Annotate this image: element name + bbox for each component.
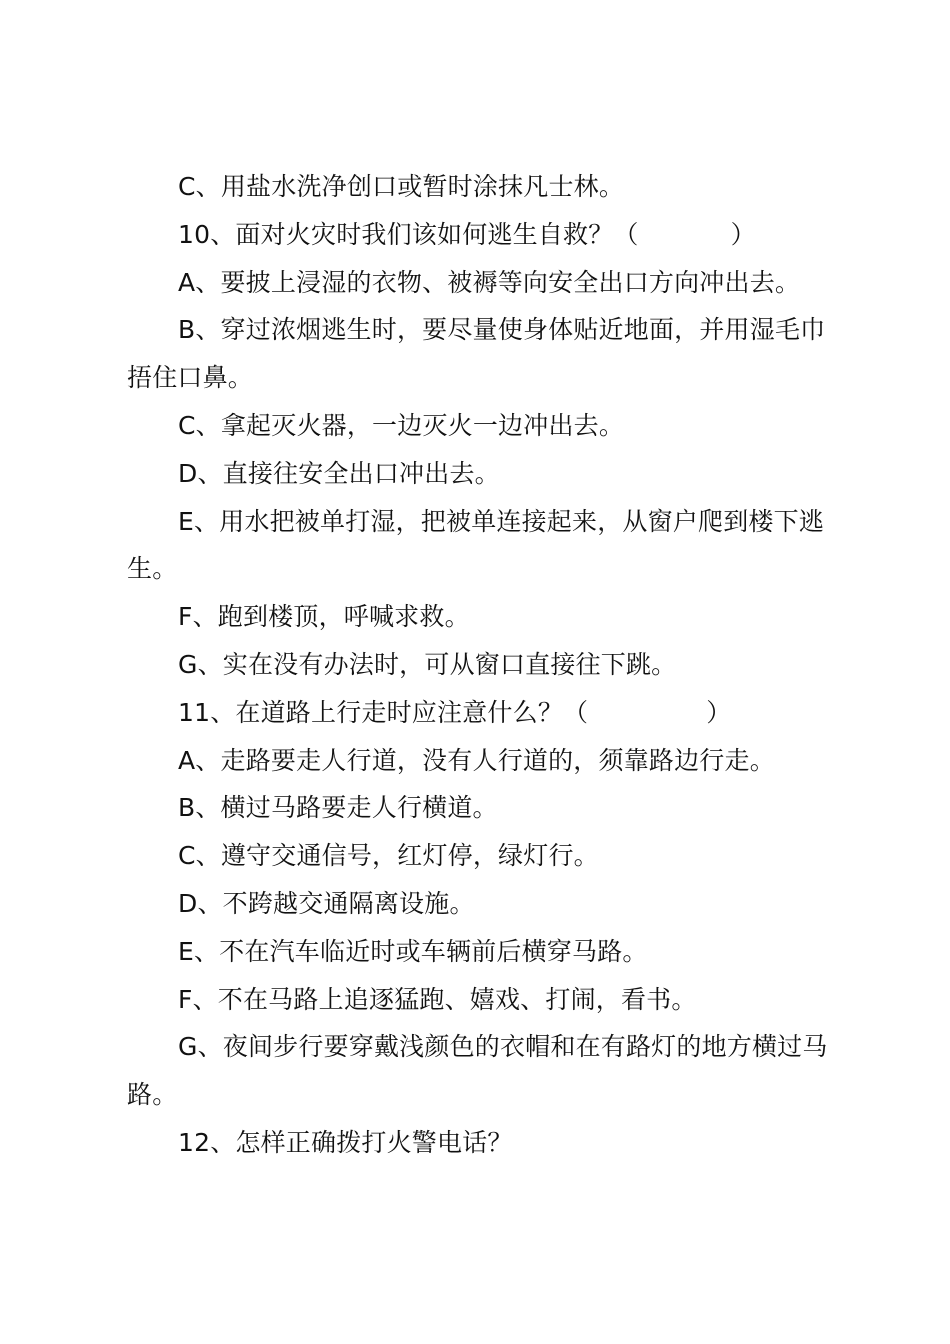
question-11 xyxy=(127,689,835,737)
option-e-q11: E、不在汽车临近时或车辆前后横穿马路。 xyxy=(178,936,648,966)
option-b-q11: B、横过马路要走人行横道。 xyxy=(178,793,498,823)
question-11-text: 11、在道路上行走时应注意什么？（ xyxy=(178,697,589,727)
option-e-q10: E、用水把被单打湿，把被单连接起来，从窗户爬到楼下逃生。 xyxy=(127,506,824,584)
question-10-close: ） xyxy=(730,219,756,249)
question-12: 12、怎样正确拨打火警电话？ xyxy=(178,1127,513,1157)
document-body xyxy=(127,163,835,1167)
question-11-close: ） xyxy=(706,697,732,727)
option-a-q11: A、走路要走人行道，没有人行道的，须靠路边行走。 xyxy=(178,745,775,775)
question-10 xyxy=(127,211,835,259)
option-d-q10: D、直接往安全出口冲出去。 xyxy=(178,458,500,488)
option-g-q10: G、实在没有办法时，可从窗口直接往下跳。 xyxy=(178,649,677,679)
option-f-q11: F、不在马路上追逐猛跑、嬉戏、打闹，看书。 xyxy=(178,984,697,1014)
option-f-q10: F、跑到楼顶，呼喊求救。 xyxy=(178,602,470,632)
question-10-text: 10、面对火灾时我们该如何逃生自救？（ xyxy=(178,219,639,249)
option-c-q9: C、用盐水洗净创口或暂时涂抹凡士林。 xyxy=(178,172,625,201)
option-b-q10: B、穿过浓烟逃生时，要尽量使身体贴近地面，并用湿毛巾捂住口鼻。 xyxy=(127,315,826,393)
option-a-q10: A、要披上浸湿的衣物、被褥等向安全出口方向冲出去。 xyxy=(178,267,801,297)
option-g-q11: G、夜间步行要穿戴浅颜色的衣帽和在有路灯的地方横过马路。 xyxy=(127,1032,828,1110)
option-c-q11: C、遵守交通信号，红灯停，绿灯行。 xyxy=(178,841,599,871)
option-c-q10: C、拿起灭火器，一边灭火一边冲出去。 xyxy=(178,410,625,440)
option-d-q11: D、不跨越交通隔离设施。 xyxy=(178,888,475,918)
